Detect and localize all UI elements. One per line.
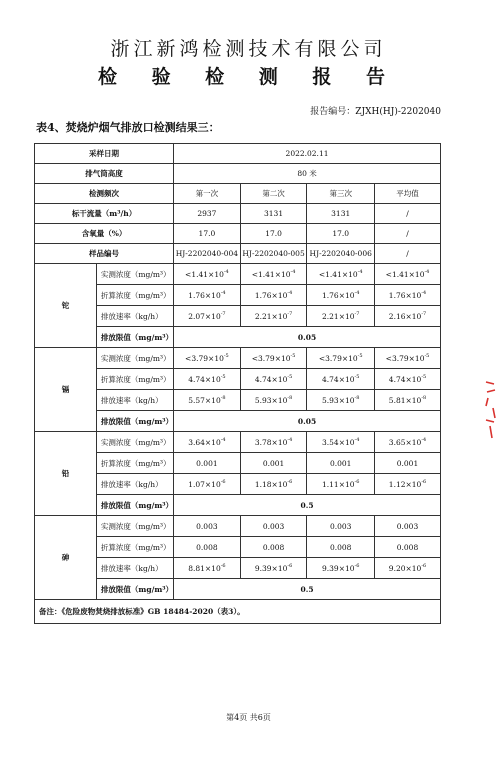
parameter-label: 排放速率（kg/h） xyxy=(96,474,173,495)
table-row xyxy=(35,244,441,264)
table-row xyxy=(35,264,441,285)
value-exponent: -4 xyxy=(354,289,360,296)
table-cell: 3131 xyxy=(307,204,375,224)
value-base: <3.79×10 xyxy=(185,353,224,363)
parameter-label: 实测浓度（mg/m³） xyxy=(96,264,173,285)
value-base: <1.41×10 xyxy=(251,269,291,279)
table-row xyxy=(35,600,441,624)
limit-value: 0.05 xyxy=(174,327,441,348)
table-cell xyxy=(375,306,441,327)
value-base: 8.81×10 xyxy=(188,563,221,573)
table-cell: 17.0 xyxy=(307,224,375,244)
table-cell xyxy=(240,390,307,411)
value-base: 5.57×10 xyxy=(188,395,221,405)
table-cell xyxy=(375,390,441,411)
table-cell xyxy=(174,348,241,369)
parameter-label: 折算浓度（mg/m³） xyxy=(96,453,173,474)
value-exponent: -5 xyxy=(223,352,229,359)
value-base: 4.74×10 xyxy=(388,374,422,384)
parameter-label: 折算浓度（mg/m³） xyxy=(96,369,173,390)
table-cell xyxy=(240,537,307,558)
value-exponent: -6 xyxy=(354,562,360,569)
table-row xyxy=(35,224,441,244)
pollutant-name: 铅 xyxy=(35,432,97,516)
value-exponent: -4 xyxy=(220,289,226,296)
value-base: 0.003 xyxy=(196,521,218,531)
table-cell xyxy=(307,264,375,285)
value-exponent: -5 xyxy=(424,352,430,359)
value-exponent: -7 xyxy=(354,310,360,317)
table-row xyxy=(35,144,441,164)
table-cell xyxy=(307,516,375,537)
table-cell xyxy=(375,474,441,495)
value-exponent: -6 xyxy=(287,562,293,569)
value-exponent: -8 xyxy=(421,394,427,401)
table-cell xyxy=(174,453,241,474)
value-base: 1.18×10 xyxy=(254,479,288,489)
table-cell xyxy=(375,453,441,474)
value-exponent: -8 xyxy=(354,394,360,401)
value-base: 0.008 xyxy=(196,542,218,552)
value-base: <1.41×10 xyxy=(385,269,425,279)
table-row xyxy=(35,348,441,369)
value-exponent: -6 xyxy=(220,478,226,485)
value-exponent: -5 xyxy=(287,373,293,380)
pollutant-name: 铊 xyxy=(35,264,97,348)
table-cell xyxy=(240,264,307,285)
table-title: 表4、焚烧炉烟气排放口检测结果三： xyxy=(36,121,220,134)
table-cell xyxy=(307,537,375,558)
table-row xyxy=(35,184,441,204)
table-cell: 第二次 xyxy=(240,184,307,204)
value-base: 2.21×10 xyxy=(254,311,288,321)
limit-label: 排放限值（mg/m³） xyxy=(96,411,173,432)
table-cell xyxy=(375,537,441,558)
value-base: 3.54×10 xyxy=(322,437,355,447)
value-exponent: -7 xyxy=(421,310,427,317)
value-base: <1.41×10 xyxy=(185,269,224,279)
frequency-label: 检测频次 xyxy=(35,184,174,204)
value-exponent: -6 xyxy=(220,562,226,569)
limit-label: 排放限值（mg/m³） xyxy=(96,327,173,348)
value-exponent: -4 xyxy=(287,436,293,443)
value-exponent: -4 xyxy=(421,436,427,443)
company-name: 浙江新鸿检测技术有限公司 xyxy=(110,38,387,60)
value-exponent: -5 xyxy=(290,352,296,359)
value-base: 0.008 xyxy=(329,542,352,552)
footnote: 备注：《危险废物焚烧排放标准》GB 18484-2020（表3）。 xyxy=(35,600,441,624)
value-base: 0.001 xyxy=(396,458,419,468)
value-base: 0.003 xyxy=(262,521,285,531)
sample-id-label: 样品编号 xyxy=(35,244,174,264)
value-exponent: -5 xyxy=(220,373,226,380)
value-base: 2.21×10 xyxy=(322,311,355,321)
red-stamp-edge xyxy=(484,380,496,440)
table-cell xyxy=(375,369,441,390)
table-cell xyxy=(240,474,307,495)
value-base: 0.001 xyxy=(262,458,285,468)
value-base: 1.07×10 xyxy=(188,479,221,489)
table-cell xyxy=(307,348,375,369)
stack-height-label: 排气筒高度 xyxy=(35,164,174,184)
table-cell xyxy=(375,558,441,579)
value-base: 4.74×10 xyxy=(254,374,288,384)
value-base: <3.79×10 xyxy=(251,353,291,363)
table-cell xyxy=(307,369,375,390)
table-cell xyxy=(174,432,241,453)
table-row xyxy=(35,516,441,537)
value-base: 1.76×10 xyxy=(388,290,422,300)
oxygen-label: 含氧量（%） xyxy=(35,224,174,244)
value-base: 0.001 xyxy=(329,458,352,468)
sampling-date-label: 采样日期 xyxy=(35,144,174,164)
table-row xyxy=(35,432,441,453)
parameter-label: 实测浓度（mg/m³） xyxy=(96,348,173,369)
value-base: <1.41×10 xyxy=(318,269,358,279)
value-base: 9.39×10 xyxy=(254,563,288,573)
value-exponent: -6 xyxy=(287,478,293,485)
value-base: 0.003 xyxy=(396,521,419,531)
table-cell xyxy=(375,285,441,306)
flow-label: 标干流量（m³/h） xyxy=(35,204,174,224)
page-number: 第4页 共6页 xyxy=(226,713,271,722)
table-cell xyxy=(307,453,375,474)
value-exponent: -4 xyxy=(223,268,229,275)
value-exponent: -4 xyxy=(421,289,427,296)
table-cell xyxy=(174,369,241,390)
limit-value: 0.5 xyxy=(174,579,441,600)
table-cell: 第三次 xyxy=(307,184,375,204)
value-base: 1.11×10 xyxy=(322,479,355,489)
table-cell xyxy=(307,390,375,411)
pollutant-name: 镉 xyxy=(35,348,97,432)
value-exponent: -5 xyxy=(357,352,363,359)
table-cell: HJ-2202040-004 xyxy=(174,244,241,264)
value-base: <3.79×10 xyxy=(318,353,358,363)
value-exponent: -4 xyxy=(290,268,296,275)
table-cell xyxy=(240,306,307,327)
value-exponent: -6 xyxy=(421,478,427,485)
value-base: <3.79×10 xyxy=(385,353,425,363)
limit-value: 0.5 xyxy=(174,495,441,516)
value-exponent: -8 xyxy=(287,394,293,401)
parameter-label: 排放速率（kg/h） xyxy=(96,558,173,579)
table-cell xyxy=(307,432,375,453)
value-base: 5.93×10 xyxy=(322,395,355,405)
parameter-label: 排放速率（kg/h） xyxy=(96,390,173,411)
parameter-label: 折算浓度（mg/m³） xyxy=(96,537,173,558)
value-exponent: -4 xyxy=(424,268,430,275)
value-base: 0.008 xyxy=(396,542,419,552)
table-cell xyxy=(240,453,307,474)
table-cell: HJ-2202040-006 xyxy=(307,244,375,264)
table-cell xyxy=(307,306,375,327)
limit-label: 排放限值（mg/m³） xyxy=(96,495,173,516)
value-base: 0.001 xyxy=(196,458,218,468)
value-base: 4.74×10 xyxy=(188,374,221,384)
table-cell xyxy=(375,348,441,369)
table-cell xyxy=(174,516,241,537)
value-base: 0.003 xyxy=(329,521,352,531)
value-exponent: -6 xyxy=(354,478,360,485)
value-base: 1.76×10 xyxy=(322,290,355,300)
sampling-date-value: 2022.02.11 xyxy=(174,144,441,164)
value-base: 4.74×10 xyxy=(322,374,355,384)
value-base: 1.76×10 xyxy=(188,290,221,300)
table-row xyxy=(35,204,441,224)
table-cell: / xyxy=(375,244,441,264)
table-cell: / xyxy=(375,224,441,244)
table-cell xyxy=(307,558,375,579)
table-cell: HJ-2202040-005 xyxy=(240,244,307,264)
limit-label: 排放限值（mg/m³） xyxy=(96,579,173,600)
table-cell xyxy=(240,432,307,453)
table-cell xyxy=(174,474,241,495)
table-cell xyxy=(174,537,241,558)
value-base: 2.16×10 xyxy=(388,311,422,321)
value-base: 3.65×10 xyxy=(388,437,422,447)
value-exponent: -6 xyxy=(421,562,427,569)
table-cell: 平均值 xyxy=(375,184,441,204)
table-row xyxy=(35,164,441,184)
table-cell: 2937 xyxy=(174,204,241,224)
value-base: 5.93×10 xyxy=(254,395,288,405)
report-number: 报告编号：ZJXH(HJ)-2202040 xyxy=(310,107,441,117)
table-cell: 第一次 xyxy=(174,184,241,204)
table-cell xyxy=(240,516,307,537)
value-exponent: -7 xyxy=(220,310,226,317)
table-cell xyxy=(174,390,241,411)
table-cell: 17.0 xyxy=(240,224,307,244)
table-cell xyxy=(174,558,241,579)
pollutant-name: 砷 xyxy=(35,516,97,600)
parameter-label: 实测浓度（mg/m³） xyxy=(96,432,173,453)
limit-value: 0.05 xyxy=(174,411,441,432)
value-exponent: -4 xyxy=(357,268,363,275)
table-cell: 3131 xyxy=(240,204,307,224)
value-base: 2.07×10 xyxy=(188,311,221,321)
value-base: 0.008 xyxy=(262,542,285,552)
value-exponent: -5 xyxy=(354,373,360,380)
table-cell: 17.0 xyxy=(174,224,241,244)
report-title: 检 验 检 测 报 告 xyxy=(97,66,400,88)
table-cell xyxy=(375,264,441,285)
table-cell xyxy=(240,285,307,306)
table-cell xyxy=(240,369,307,390)
value-base: 3.64×10 xyxy=(188,437,221,447)
value-base: 1.76×10 xyxy=(254,290,288,300)
table-cell xyxy=(375,432,441,453)
value-base: 9.39×10 xyxy=(322,563,355,573)
value-base: 1.12×10 xyxy=(388,479,422,489)
parameter-label: 排放速率（kg/h） xyxy=(96,306,173,327)
parameter-label: 折算浓度（mg/m³） xyxy=(96,285,173,306)
value-exponent: -5 xyxy=(421,373,427,380)
results-table xyxy=(34,143,441,624)
stack-height-value: 80 米 xyxy=(174,164,441,184)
table-cell: / xyxy=(375,204,441,224)
table-cell xyxy=(174,306,241,327)
table-cell xyxy=(307,474,375,495)
value-base: 9.20×10 xyxy=(388,563,422,573)
table-cell xyxy=(240,558,307,579)
table-cell xyxy=(174,264,241,285)
value-exponent: -7 xyxy=(287,310,293,317)
value-exponent: -8 xyxy=(220,394,226,401)
table-cell xyxy=(307,285,375,306)
parameter-label: 实测浓度（mg/m³） xyxy=(96,516,173,537)
value-exponent: -4 xyxy=(220,436,226,443)
table-cell xyxy=(240,348,307,369)
value-exponent: -4 xyxy=(287,289,293,296)
value-base: 5.81×10 xyxy=(388,395,422,405)
table-cell xyxy=(174,285,241,306)
value-base: 3.78×10 xyxy=(254,437,288,447)
value-exponent: -4 xyxy=(354,436,360,443)
table-cell xyxy=(375,516,441,537)
